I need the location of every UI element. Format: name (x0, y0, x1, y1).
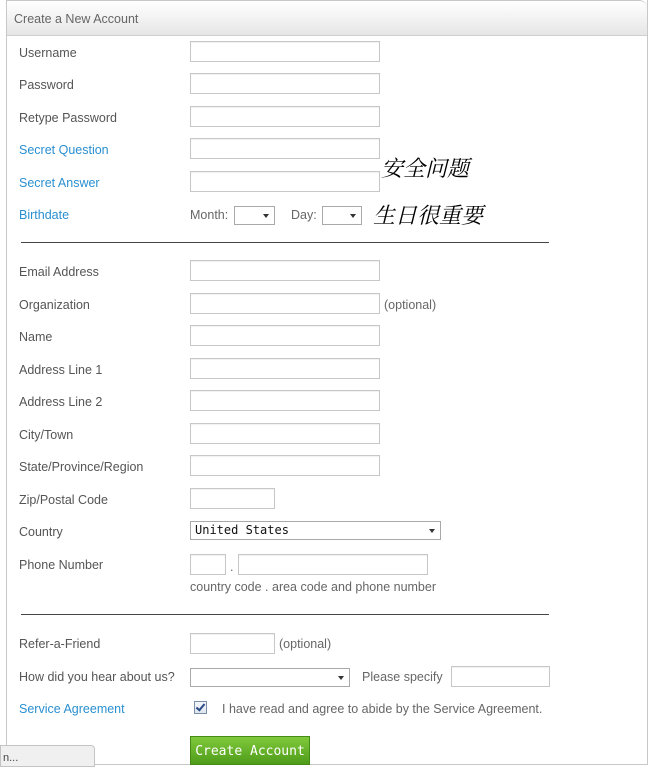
section-divider (21, 242, 549, 243)
organization-input[interactable] (190, 293, 380, 314)
zip-label: Zip/Postal Code (19, 493, 108, 507)
organization-optional: (optional) (384, 298, 437, 312)
refer-a-friend-label: Refer-a-Friend (19, 637, 101, 651)
secret-question-label[interactable]: Secret Question (19, 143, 109, 157)
chevron-down-icon (350, 214, 356, 218)
panel-header (7, 0, 647, 36)
secret-answer-label[interactable]: Secret Answer (19, 176, 100, 190)
state-input[interactable] (190, 455, 380, 476)
address-line-1-label: Address Line 1 (19, 363, 103, 377)
checkmark-icon (196, 701, 206, 711)
username-label: Username (19, 46, 77, 60)
city-label: City/Town (19, 428, 74, 442)
country-selected-value: United States (195, 523, 289, 537)
zip-input[interactable] (190, 488, 275, 509)
section-divider (21, 614, 549, 615)
chevron-down-icon (263, 214, 269, 218)
name-label: Name (19, 330, 53, 344)
month-select[interactable] (234, 206, 275, 225)
secret-question-annotation: 安全问题 (381, 157, 470, 182)
password-label: Password (19, 78, 74, 92)
country-label: Country (19, 525, 63, 539)
panel-title: Create a New Account (14, 12, 139, 26)
state-label: State/Province/Region (19, 460, 144, 474)
organization-label: Organization (19, 298, 90, 312)
create-account-panel (6, 0, 648, 765)
chevron-down-icon (338, 676, 344, 680)
username-input[interactable] (190, 41, 380, 62)
phone-country-code-input[interactable] (190, 554, 226, 575)
chevron-down-icon (429, 529, 435, 533)
month-label: Month: (190, 208, 229, 222)
please-specify-label: Please specify (362, 670, 443, 684)
email-input[interactable] (190, 260, 380, 281)
password-input[interactable] (190, 73, 380, 94)
day-select[interactable] (322, 206, 362, 225)
refer-optional: (optional) (279, 637, 332, 651)
status-tooltip: n... (0, 745, 95, 767)
secret-question-input[interactable] (190, 138, 380, 159)
agreement-checkbox[interactable] (194, 701, 207, 714)
hear-about-us-select[interactable] (190, 668, 350, 687)
refer-a-friend-input[interactable] (190, 633, 275, 654)
day-label: Day: (291, 208, 317, 222)
create-account-button[interactable]: Create Account (190, 736, 310, 765)
email-label: Email Address (19, 265, 99, 279)
address-line-2-label: Address Line 2 (19, 395, 103, 409)
hear-about-us-label: How did you hear about us? (19, 670, 175, 684)
address-line-1-input[interactable] (190, 358, 380, 379)
address-line-2-input[interactable] (190, 390, 380, 411)
retype-password-input[interactable] (190, 106, 380, 127)
country-select[interactable] (190, 521, 441, 540)
phone-label: Phone Number (19, 558, 104, 572)
birthdate-label[interactable]: Birthdate (19, 208, 70, 222)
phone-number-input[interactable] (238, 554, 428, 575)
service-agreement-label[interactable]: Service Agreement (19, 702, 125, 716)
agreement-text: I have read and agree to abide by the Service Agreement. (222, 702, 543, 716)
birthdate-annotation: 生日很重要 (373, 204, 484, 229)
phone-hint: country code . area code and phone number (190, 580, 437, 594)
name-input[interactable] (190, 325, 380, 346)
retype-password-label: Retype Password (19, 111, 117, 125)
city-input[interactable] (190, 423, 380, 444)
please-specify-input[interactable] (451, 666, 550, 687)
phone-separator: . (230, 560, 234, 574)
secret-answer-input[interactable] (190, 171, 380, 192)
